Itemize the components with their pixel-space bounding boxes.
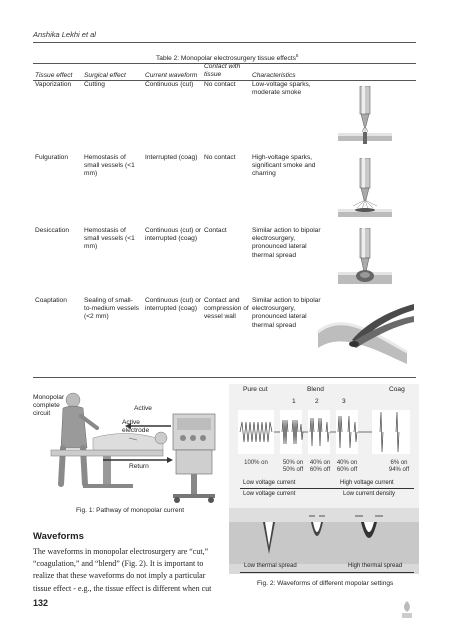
fig1-label-active-electrode: Active electrode	[122, 419, 150, 434]
fig2-duty-blend-2	[307, 460, 333, 474]
col-header-current-waveform: Current waveform	[145, 72, 198, 79]
duty-5-on: 6% on	[390, 460, 408, 466]
duty-2-on: 50% on	[282, 460, 304, 466]
fig2-label-coag: Coag	[389, 386, 405, 393]
section-body	[33, 546, 228, 595]
fig2-blend-number-3: 3	[342, 398, 346, 405]
fig2-thermal-illustration	[229, 508, 419, 564]
table-bottom-rule	[33, 377, 416, 378]
header-rule	[33, 42, 416, 43]
row4-tissue-effect: Coaptation	[35, 297, 67, 304]
fig2-blend-number-1: 1	[292, 398, 296, 405]
row1-current-waveform: Continuous (cut)	[145, 81, 194, 88]
row2-surgical-effect: Hemostasis of small vessels (<1 mm)	[84, 154, 135, 178]
duty-4-off: 60% off	[336, 467, 358, 473]
body-line-1: The waveforms in monopolar electrosurgery are “cut,”	[33, 547, 209, 556]
page-number: 132	[33, 598, 49, 608]
body-line-2: “coagulation,” and “blend” (Fig. 2). It is important to	[33, 559, 204, 569]
row3-tissue-effect: Desiccation	[35, 227, 70, 234]
row3-surgical-effect: Hemostasis of small vessels (<1 mm)	[84, 227, 135, 251]
row1-surgical-effect: Cutting	[84, 81, 105, 88]
fig2-blend-number-2: 2	[315, 398, 319, 405]
fig2-duty-blend-3	[334, 460, 360, 474]
duty-1-on: 100% on	[244, 460, 268, 466]
body-line-4: tissue effect - e.g., the tissue effect is different when cut	[33, 583, 212, 593]
fig2-high-voltage: High voltage current	[340, 480, 394, 486]
row2-contact: No contact	[204, 154, 236, 161]
fig2-waveforms	[232, 408, 416, 458]
duty-2-off: 50% off	[282, 467, 304, 473]
duty-4-on: 40% on	[336, 460, 358, 466]
duty-3-off: 60% off	[309, 467, 331, 473]
row3-contact: Contact	[204, 227, 227, 234]
fig2-duty-coag	[384, 460, 414, 474]
row4-characteristics: Similar action to bipolar electrosurgery, pronounced lateral thermal spread	[252, 297, 321, 329]
fig2-caption: Fig. 2: Waveforms of different mopolar settings	[257, 580, 394, 587]
fig2-thermal-arrow	[240, 572, 414, 573]
fig1-label-monopolar: Monopolar complete circuit	[33, 394, 65, 417]
table-caption-text: Table 2: Monopolar electrosurgery tissue effects	[156, 55, 296, 63]
row4-contact: Contact and compression of vessel wall	[204, 297, 249, 321]
section-heading: Waveforms	[33, 531, 84, 542]
body-line-3: realize that these waveforms do not imply a particular	[33, 571, 206, 581]
fulguration-illustration	[336, 158, 394, 220]
col-header-tissue-effect: Tissue effect	[35, 72, 73, 79]
row3-current-waveform: Continuous (cut) or interrupted (coag)	[145, 227, 202, 243]
fig2-duty-pure-cut	[238, 460, 274, 467]
duty-5-off: 94% off	[388, 467, 410, 473]
fig2-low-thermal: Low thermal spread	[244, 563, 297, 569]
row1-contact: No contact	[204, 81, 236, 88]
fig2-voltage-arrow	[240, 488, 414, 489]
row4-current-waveform: Continuous (cut) or interrupted (coag)	[145, 297, 202, 313]
duty-3-on: 40% on	[309, 460, 331, 466]
fig1-label-return: Return	[129, 463, 149, 470]
fig2-low-voltage-current: Low voltage current	[243, 491, 296, 497]
col-header-contact: Contact with tissue	[204, 63, 241, 79]
running-header: Anshika Lekhi et al	[33, 30, 96, 39]
row2-tissue-effect: Fulguration	[35, 154, 68, 161]
row4-surgical-effect: Sealing of small-to-medium vessels (<2 mm)	[84, 297, 139, 321]
fig2-duty-blend-1	[280, 460, 306, 474]
fig1-caption: Fig. 1: Pathway of monopolar current	[76, 507, 185, 514]
col-header-characteristics: Characteristics	[252, 72, 296, 79]
fig2-low-voltage: Low voltage current	[243, 480, 296, 486]
row2-characteristics: High-voltage sparks, significant smoke and charring	[252, 154, 316, 178]
fig2-label-pure-cut: Pure cut	[243, 386, 268, 393]
row2-current-waveform: Interrupted (coag)	[145, 154, 198, 161]
table-caption-ref: 5	[295, 53, 299, 58]
row1-characteristics: Low-voltage sparks, moderate smoke	[252, 81, 311, 97]
fig2-label-blend: Blend	[307, 386, 324, 393]
fig2-low-current-density: Low current density	[343, 491, 396, 497]
coaptation-illustration	[312, 292, 416, 366]
row3-characteristics: Similar action to bipolar electrosurgery, pronounced lateral thermal spread	[252, 227, 321, 259]
desiccation-illustration	[336, 228, 394, 290]
fig2-high-thermal: High thermal spread	[348, 563, 403, 569]
publisher-logo	[400, 600, 414, 620]
col-header-surgical-effect: Surgical effect	[84, 72, 126, 79]
row1-tissue-effect: Vaporization	[35, 81, 72, 88]
fig1-label-active: Active	[134, 405, 152, 412]
table-caption	[156, 52, 298, 63]
vaporization-illustration	[336, 86, 394, 146]
